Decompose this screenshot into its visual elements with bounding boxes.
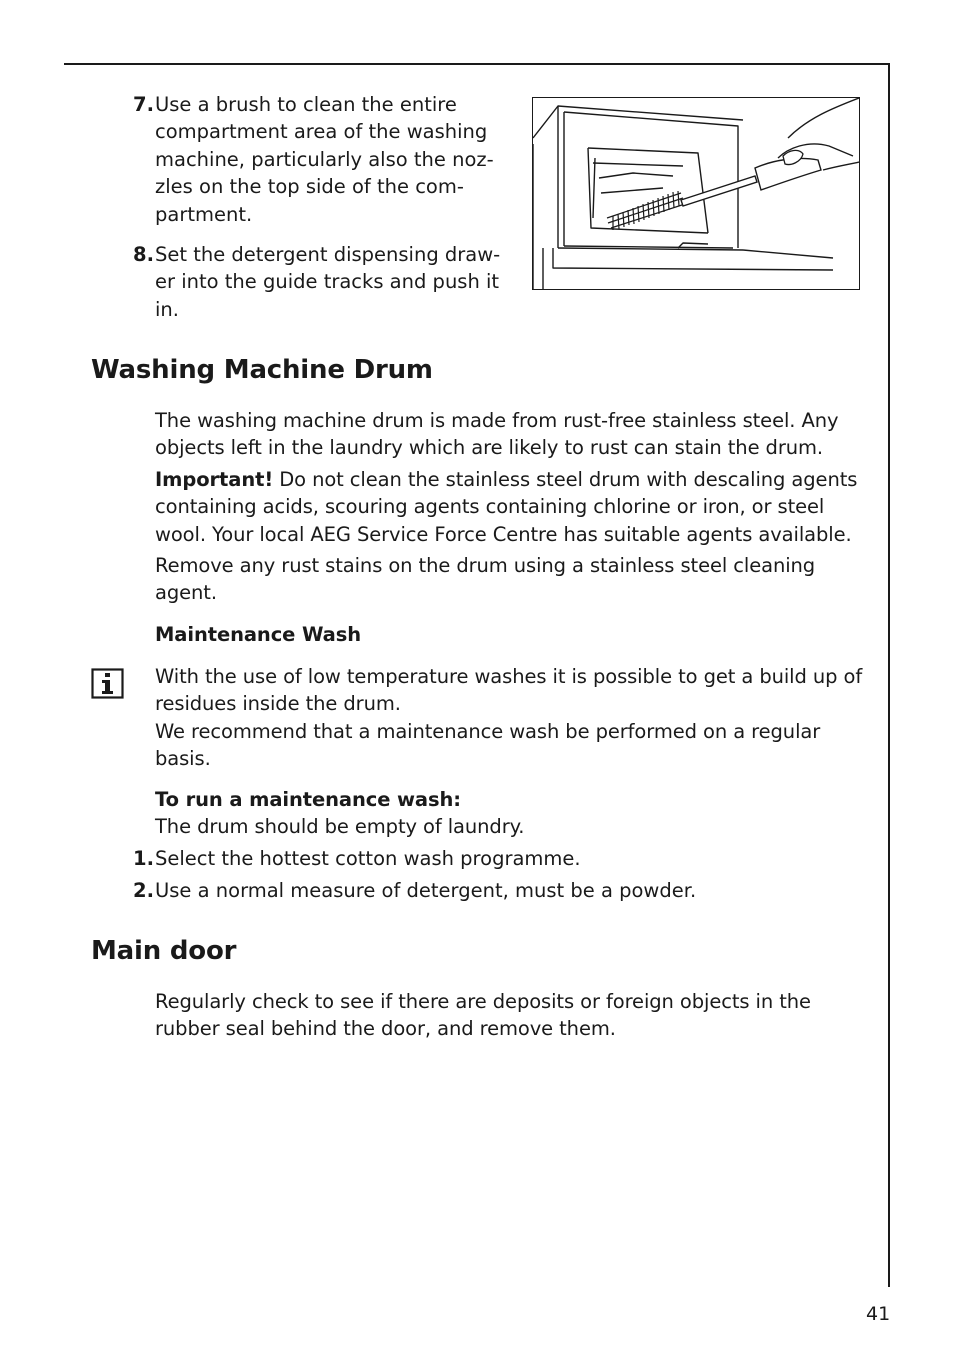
run-maintenance-text: The drum should be empty of laundry. xyxy=(155,815,525,838)
drum-important-paragraph xyxy=(155,466,870,548)
important-label: Important! xyxy=(155,468,274,491)
brush-cleaning-illustration xyxy=(532,97,860,290)
maintenance-wash-heading: Maintenance Wash xyxy=(155,623,362,646)
right-margin-rule xyxy=(888,63,890,1287)
step-text: Use a brush to clean the entire compartment area of the washing machine, particularly also the noz- zles on the top side of the com- partment. xyxy=(155,93,494,226)
step-number: 8. xyxy=(133,243,154,266)
door-paragraph: Regularly check to see if there are deposits or foreign objects in the rubber seal behind the door, and remove them. xyxy=(155,990,811,1041)
drum-paragraph-3: Remove any rust stains on the drum using a stainless steel cleaning agent. xyxy=(155,554,816,605)
step-number: 7. xyxy=(133,93,154,116)
step-text: Set the detergent dispensing draw- er into the guide tracks and push it in. xyxy=(155,243,501,321)
top-rule xyxy=(64,63,890,65)
info-paragraph-1: With the use of low temperature washes it is possible to get a build up of residues inside the drum. xyxy=(155,665,863,716)
step-text: Select the hottest cotton wash programme. xyxy=(155,847,581,870)
important-text: Do not clean the stainless steel drum with descaling agents containing acids, scouring agents containing chlorine or iron, or steel wool. Your local AEG Service Force Centre has suitable agents available. xyxy=(155,468,858,546)
info-i-icon xyxy=(91,668,124,699)
section-heading-drum: Washing Machine Drum xyxy=(91,355,433,385)
step-number: 2. xyxy=(133,879,154,902)
info-paragraph-2: We recommend that a maintenance wash be performed on a regular basis. xyxy=(155,720,821,771)
section-heading-door: Main door xyxy=(91,936,237,966)
page-number: 41 xyxy=(866,1303,891,1325)
run-maintenance-label: To run a maintenance wash: xyxy=(155,788,461,811)
drum-paragraph-1: The washing machine drum is made from rust-free stainless steel. Any objects left in the laundry which are likely to rust can stain the drum. xyxy=(155,409,839,460)
step-number: 1. xyxy=(133,847,154,870)
step-text: Use a normal measure of detergent, must be a powder. xyxy=(155,879,697,902)
